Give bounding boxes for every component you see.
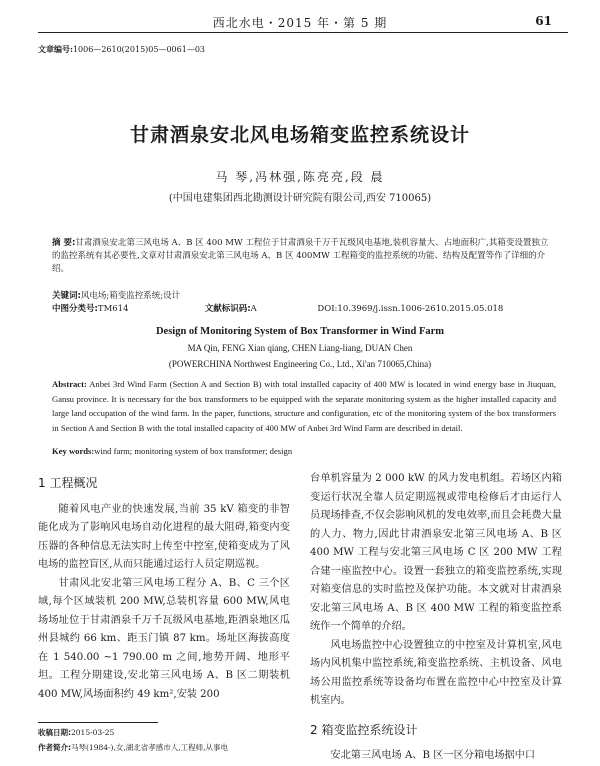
cn-meta: [52, 303, 556, 316]
section-2-heading: 2 箱变监控系统设计: [310, 722, 418, 737]
author-bio-label: 作者简介:: [38, 743, 71, 752]
paragraph: 台单机容量为 2 000 kW 的风力发电机组。若场区内箱变运行状况全靠人员定期巡视或带电检修后才由运行人员现场排查,不仅会影响风机的发电效率,而且会耗费大量的人力、物力,因此甘肃酒泉安北第三风电场 A、B 区 400 MW 工程与安北第三风电场 C 区 200 MW 工程合建一座监控中心。设置一套独立的箱变监控系统,实现对箱变信息的实时监控及保护功能。本文就对甘肃酒泉安北第三风电场 A、B 区 400 MW 工程的箱变监控系统作一个简单的介绍。: [310, 473, 562, 632]
paragraph: 甘肃风北安北第三风电场工程分 A、B、C 三个区域,每个区域装机 200 MW,总装机容量 600 MW,风电场场址位于甘肃酒泉千万千瓦级风电基地,距酒泉地区瓜州县城约 66 km、距玉门镇 87 km。场址区海拔高度在 1 540.00 ~1 790.00 m 之间,地势开阔、地形平坦。工程分期建设,安北第三风电场 A、B 区二期装机 400 MW,风场面积约 49 km²,安装 200: [38, 577, 290, 700]
page-number: 61: [535, 14, 552, 28]
article-number: [38, 44, 205, 55]
doc-code-label: 文献标识码:: [204, 304, 251, 314]
en-keywords-text: wind farm; monitoring system of box transformer; design: [94, 446, 293, 456]
en-abstract-text: Anbei 3rd Wind Farm (Section A and Section B) with total installed capacity of 400 MW is located in wind energy base in Jiuquan, Gansu province. It is necessary for the box transformers to be equipped with the separate monitoring system as the higher installed capacity and large land occupation of the wind farm. In the paper, functions, structure and configuration, etc of the monitoring system of the box transformers in Section A and Section B with the total installed capacity of 400 MW of Anbei 3rd Wind Farm are described in detail.: [52, 379, 556, 433]
header-rule: [38, 32, 568, 33]
left-column: [38, 470, 290, 704]
article-number-label: 文章编号:: [38, 44, 73, 54]
cn-abstract: [52, 237, 556, 276]
clc-value: TM614: [97, 304, 129, 314]
paragraph: 随着风电产业的快速发展,当前 35 kV 箱变的非智能化成为了影响风电场自动化进程的最大阻碍,箱变内变压器的各种信息无法实时上传至中控室,使箱变成为了风电场的监控盲区,从而只能通过运行人员定期巡视。: [38, 503, 290, 570]
en-abstract: [52, 377, 556, 435]
cn-keywords: [52, 290, 556, 303]
affiliation: (中国电建集团西北勘测设计研究院有限公司,西安 710065): [168, 193, 432, 204]
clc-label: 中图分类号:: [52, 304, 98, 314]
paragraph: 风电场监控中心设置独立的中控室及计算机室,风电场内风机集中监控系统,箱变监控系统、主机设备、风电场公用监控系统等设备均布置在监控中心中控室及计算机室内。: [310, 639, 562, 706]
paragraph: 安北第三风电场 A、B 区一区分箱电场据中口: [330, 750, 536, 761]
en-authors: MA Qin, FENG Xian qiang, CHEN Liang-liang, DUAN Chen: [187, 343, 413, 353]
section-1-heading: 1 工程概况: [38, 476, 98, 490]
en-keywords-label: Key words:: [52, 446, 95, 456]
cn-abstract-text: 甘肃酒泉安北第三风电场 A、B 区 400 MW 工程位于甘肃酒泉千万千瓦级风电基地,装机容量大、占地面积广,其箱变设置独立的监控系统有其必要性,文章对甘肃酒泉安北第三风电场 A、B 区 400MW 工程箱变的监控系统的功能、结构及配置等作了详细的介绍。: [52, 238, 549, 274]
article-number-value: 1006—2610(2015)05—0061—03: [72, 45, 205, 54]
running-head: [0, 12, 600, 34]
paper-title: 甘肃酒泉安北风电场箱变监控系统设计: [129, 124, 470, 146]
cn-keywords-text: 风电场;箱变监控系统;设计: [80, 291, 181, 301]
footnote-received: [38, 727, 290, 738]
received-date: 2015-03-25: [71, 728, 115, 737]
doc-code-value: A: [250, 304, 257, 314]
en-keywords: [52, 445, 556, 458]
authors: 马 琴,冯林强,陈亮亮,段 晨: [215, 170, 385, 184]
en-abstract-label: Abstract:: [52, 379, 87, 389]
footnote-author: [38, 742, 290, 753]
doi-value: 10.3969/j.issn.1006-2610.2015.05.018: [337, 304, 504, 314]
cn-abstract-label: 摘 要:: [52, 238, 76, 248]
cn-keywords-label: 关键词:: [52, 291, 81, 301]
en-title: Design of Monitoring System of Box Transformer in Wind Farm: [155, 326, 445, 337]
footnote-rule: [38, 722, 158, 723]
author-bio: 马琴(1984-),女,湖北省孝感市人,工程师,从事电: [71, 743, 229, 752]
en-affiliation: (POWERCHINA Northwest Engineering Co., Ltd., Xi'an 710065,China): [168, 359, 432, 369]
journal-info: 西北水电・2015 年・第 5 期: [212, 16, 388, 30]
received-label: 收稿日期:: [38, 728, 71, 737]
doi-label: DOI:: [317, 304, 338, 314]
right-column: [310, 470, 562, 766]
